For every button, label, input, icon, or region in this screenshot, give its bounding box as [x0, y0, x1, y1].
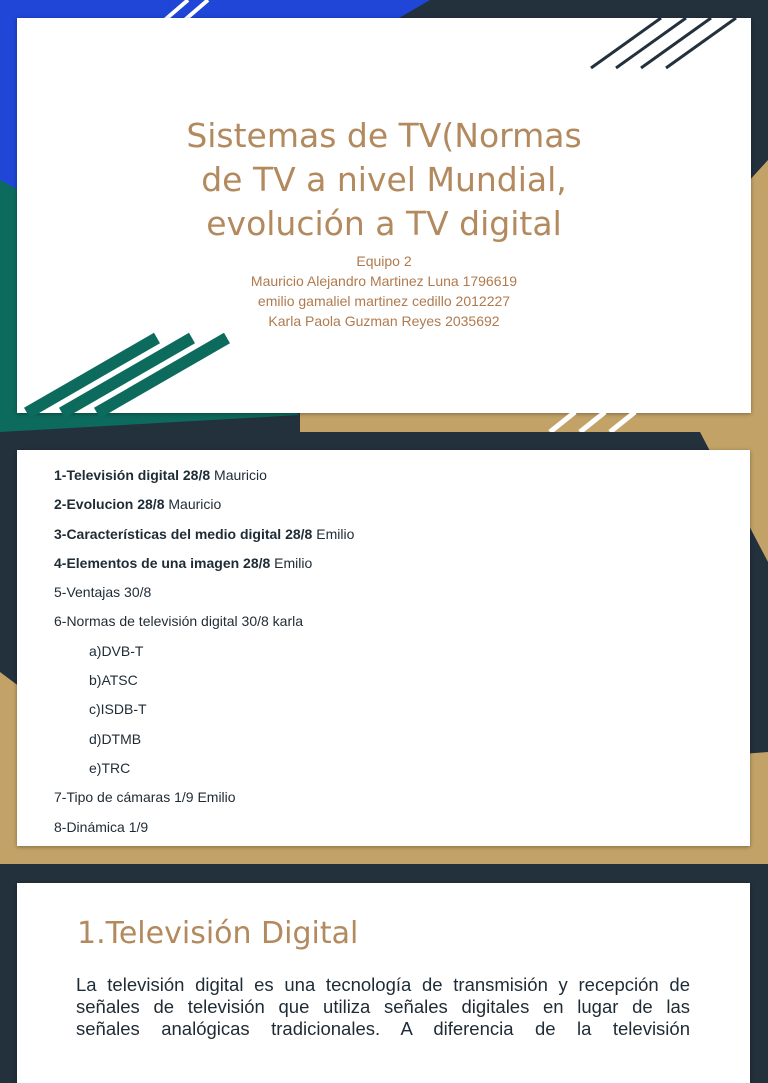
- title-line: Sistemas de TV(Normas: [186, 116, 582, 155]
- paragraph-line: La televisión digital es una tecnología de transmisión y recepción de: [76, 974, 690, 995]
- paragraph-line: señales analógicas tradicionales. A diferencia de la televisión: [76, 1018, 690, 1039]
- decorative-stripes-bottom-right: [545, 412, 665, 432]
- team-name: Equipo 2: [356, 253, 412, 269]
- title-slide: [0, 0, 768, 432]
- content-slide: [0, 864, 768, 1039]
- agenda-item: 2-Evolucion 28/8 Mauricio: [54, 496, 222, 513]
- agenda-subitem: b)ATSC: [89, 672, 138, 689]
- agenda-subitem: c)ISDB-T: [89, 701, 147, 718]
- agenda-item: 7-Tipo de cámaras 1/9 Emilio: [54, 789, 236, 806]
- agenda-list: [54, 466, 354, 847]
- agenda-item: 8-Dinámica 1/9: [54, 818, 149, 835]
- title-slide-card: [17, 18, 751, 413]
- agenda-card: [17, 450, 750, 846]
- agenda-subitem: d)DTMB: [89, 730, 142, 747]
- agenda-item: 4-Elementos de una imagen 28/8 Emilio: [54, 554, 313, 571]
- presentation-title: [17, 114, 751, 246]
- title-line: de TV a nivel Mundial,: [201, 160, 567, 199]
- agenda-item: 6-Normas de televisión digital 30/8 karla: [54, 613, 304, 630]
- decorative-stripes-bottom-left: [17, 338, 257, 413]
- agenda-subitem: e)TRC: [89, 759, 131, 776]
- team-member: Karla Paola Guzman Reyes 2035692: [268, 313, 500, 329]
- title-line: evolución a TV digital: [206, 204, 562, 243]
- content-card: [17, 883, 750, 1083]
- section-paragraph: [76, 974, 690, 1040]
- agenda-slide: [0, 432, 768, 864]
- section-heading: 1.Televisión Digital: [77, 916, 359, 951]
- decorative-stripes-top-right: [581, 18, 751, 68]
- team-member: emilio gamaliel martinez cedillo 2012227: [257, 293, 511, 309]
- agenda-item: 5-Ventajas 30/8: [54, 584, 152, 601]
- team-member: Mauricio Alejandro Martinez Luna 1796619: [250, 273, 518, 289]
- paragraph-line: señales de televisión que utiliza señales digitales en lugar de las: [76, 996, 690, 1017]
- team-info: [17, 251, 751, 331]
- agenda-item: 3-Características del medio digital 28/8 Emilio: [54, 525, 355, 542]
- agenda-subitem: a)DVB-T: [89, 642, 144, 659]
- agenda-item: 1-Televisión digital 28/8 Mauricio: [54, 467, 267, 483]
